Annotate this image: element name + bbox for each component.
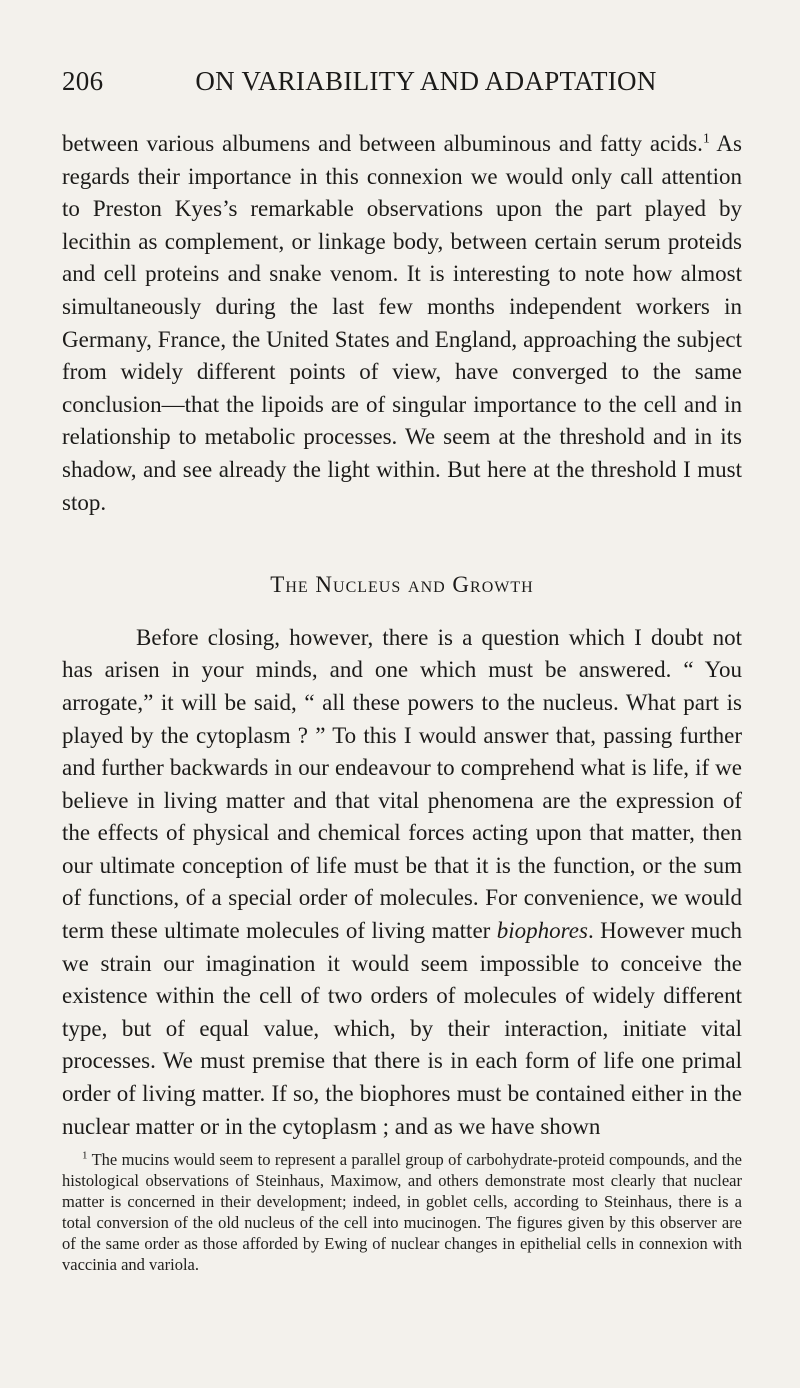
footnote-text: The mucins would seem to represent a parallel group of carbohydrate-proteid compounds, and the histological observations of Steinhaus, Maximow, and others demonstrate most clearly that nuclear matter is concerned in their development; indeed, in goblet cells, according to Steinhaus, there is a total conversion of the old nucleus of the cell into mucinogen. The figures given by this observer are of the same order as those afforded by Ewing of nuclear changes in epithelial cells in connexion with vaccinia and variola. xyxy=(62,1150,742,1275)
section-heading: The Nucleus and Growth xyxy=(270,572,534,598)
paragraph-text: between various albumens and between albuminous and fatty acids. xyxy=(62,131,703,156)
paragraph-text: Before closing, however, there is a question which I doubt not has arisen in your minds, and one which must be answered. “ You arrogate,” it will be said, “ all these powers to the nucleus. What part is played by the cytoplasm ? ” To this I would answer that, passing further and further backwards in our endeavour to comprehend what is life, if we believe in living matter and that vital phenomena are the expression of the effects of physical and chemical forces acting upon that matter, then our ultimate conception of life must be that it is the function, or the sum of functions, of a special order of molecules. For convenience, we would term these ultimate molecules of living matter xyxy=(62,624,742,944)
paragraph-text: . However much we strain our imagination it would seem impossible to conceive the existence within the cell of two orders of molecules of widely different type, but of equal value, which, by their interaction, initiate vital processes. We must premise that there is in each form of life one primal order of living matter. If so, the biophores must be contained either in the nuclear matter or in the cytoplasm ; and as we have shown xyxy=(62,918,742,1139)
running-header xyxy=(62,66,742,106)
footnote xyxy=(62,1149,742,1275)
italic-term: biophores xyxy=(496,918,588,944)
body-text xyxy=(62,128,742,1143)
page-number: 206 xyxy=(62,66,104,96)
footnote-marker: 1 xyxy=(82,1149,88,1162)
book-page xyxy=(62,66,742,1366)
paragraph xyxy=(62,622,742,1144)
paragraph-text: As regards their importance in this connexion we would only call attention to Preston Kyes’s remarkable observations upon the part played by lecithin as complement, or linkage body, between certain serum proteids and cell proteins and snake venom. It is interesting to note how almost simultaneously during the last few months independent workers in Germany, France, the United States and England, approaching the subject from widely different points of view, have converged to the same conclusion—that the lipoids are of singular importance to the cell and in relationship to metabolic processes. We seem at the threshold and in its shadow, and see already the light within. But here at the threshold I must stop. xyxy=(62,131,742,515)
running-title: ON VARIABILITY AND ADAPTATION xyxy=(195,66,657,96)
paragraph xyxy=(62,128,742,519)
footnote-reference[interactable]: 1 xyxy=(702,131,710,147)
